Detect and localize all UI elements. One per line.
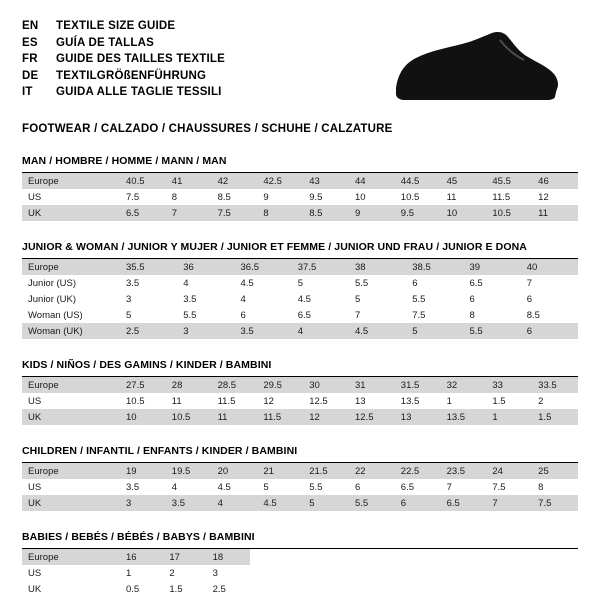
size-cell: 9 <box>263 191 269 203</box>
size-cell: 3.5 <box>126 481 140 493</box>
size-cell: 5 <box>303 495 349 511</box>
size-cell: 11.5 <box>492 191 511 203</box>
size-cell: 12 <box>303 409 349 425</box>
size-cell: 8 <box>469 309 475 321</box>
row-label: Woman (UK) <box>22 323 120 339</box>
size-cell: 4 <box>240 293 246 305</box>
size-cell: 45 <box>441 173 487 189</box>
size-cell: 6 <box>395 495 441 511</box>
size-cell: 5 <box>126 309 132 321</box>
size-cell: 39 <box>464 259 521 275</box>
size-cell: 4 <box>212 495 258 511</box>
size-cell: 23.5 <box>441 463 487 479</box>
size-cell: 6 <box>240 309 246 321</box>
size-cell: 30 <box>303 377 349 393</box>
size-cell: 11 <box>532 205 578 221</box>
size-cell: 1.5 <box>532 409 578 425</box>
size-cell: 38.5 <box>406 259 463 275</box>
size-cell: 10 <box>441 205 487 221</box>
row-label: US <box>28 567 42 579</box>
size-cell: 2 <box>538 395 544 407</box>
table-row <box>22 259 578 275</box>
size-cell: 5.5 <box>412 293 426 305</box>
language-titles <box>22 18 225 101</box>
size-cell: 9.5 <box>309 191 323 203</box>
size-cell: 3.5 <box>235 323 292 339</box>
size-cell: 1 <box>446 395 452 407</box>
size-cell: 4.5 <box>297 293 311 305</box>
size-cell: 7.5 <box>212 205 258 221</box>
row-label: UK <box>22 409 120 425</box>
size-cell: 7.5 <box>126 191 140 203</box>
size-cell: 19 <box>120 463 166 479</box>
table-row <box>22 189 578 205</box>
size-cell: 25 <box>532 463 578 479</box>
language-title: GUIDE DES TAILLES TEXTILE <box>56 53 225 65</box>
size-cell: 7 <box>446 481 452 493</box>
size-group-title: BABIES / BEBÉS / BÉBÉS / BABYS / BAMBINI <box>22 531 578 549</box>
dress-shoe-icon <box>388 30 560 107</box>
language-code: FR <box>22 53 38 65</box>
size-cell: 19.5 <box>166 463 212 479</box>
size-cell: 31.5 <box>395 377 441 393</box>
row-label: Europe <box>22 173 120 189</box>
size-cell: 33 <box>486 377 532 393</box>
size-cell: 33.5 <box>532 377 578 393</box>
language-title: GUIDA ALLE TAGLIE TESSILI <box>56 86 222 98</box>
size-cell: 46 <box>532 173 578 189</box>
size-cell: 36.5 <box>235 259 292 275</box>
size-cell: 42 <box>212 173 258 189</box>
footwear-section-title: FOOTWEAR / CALZADO / CHAUSSURES / SCHUHE / CALZATURE <box>22 123 393 135</box>
size-group <box>22 155 578 221</box>
language-code: EN <box>22 20 39 32</box>
size-cell: 20 <box>212 463 258 479</box>
size-group <box>22 445 578 511</box>
row-label: UK <box>22 205 120 221</box>
size-cell: 7.5 <box>492 481 506 493</box>
size-cell: 2 <box>169 567 175 579</box>
size-cell: 3.5 <box>183 293 197 305</box>
size-cell: 12 <box>538 191 549 203</box>
size-cell: 28.5 <box>212 377 258 393</box>
size-cell: 13 <box>354 395 366 407</box>
row-label: Europe <box>22 549 120 565</box>
size-cell: 24 <box>486 463 532 479</box>
row-label: US <box>28 395 42 407</box>
language-row <box>22 68 225 85</box>
row-label: Woman (US) <box>28 309 83 321</box>
size-cell: 0.5 <box>126 583 140 595</box>
size-cell: 6 <box>526 293 533 305</box>
size-cell: 13 <box>395 409 441 425</box>
size-cell: 12 <box>263 395 274 407</box>
size-cell: 5.5 <box>349 495 395 511</box>
row-label: UK <box>22 495 120 511</box>
size-cell: 1 <box>126 567 132 579</box>
size-cell: 7.5 <box>532 495 578 511</box>
document-header <box>22 18 578 107</box>
size-cell: 21 <box>257 463 303 479</box>
language-code: ES <box>22 36 38 49</box>
language-row <box>22 18 225 35</box>
size-cell: 4.5 <box>257 495 303 511</box>
size-cell: 32 <box>441 377 487 393</box>
size-cell: 7 <box>526 277 533 289</box>
size-cell: 17 <box>163 549 206 565</box>
language-code: IT <box>22 86 33 98</box>
row-label: UK <box>28 583 42 595</box>
size-cell: 10 <box>354 191 366 203</box>
size-cell: 10.5 <box>126 395 145 407</box>
size-cell: 1 <box>486 409 532 425</box>
size-cell: 1.5 <box>169 583 183 595</box>
size-cell: 5 <box>406 323 463 339</box>
size-cell: 6.5 <box>400 481 414 493</box>
size-cell: 3.5 <box>126 277 140 289</box>
size-cell: 8.5 <box>217 191 231 203</box>
size-cell: 44 <box>349 173 395 189</box>
size-cell: 13.5 <box>441 409 487 425</box>
size-cell: 2.5 <box>120 323 177 339</box>
size-cell: 18 <box>207 549 250 565</box>
size-cell: 10.5 <box>486 205 532 221</box>
size-cell: 6 <box>469 293 475 305</box>
table-row <box>22 291 578 307</box>
table-row <box>22 205 578 221</box>
language-code: DE <box>22 69 39 82</box>
size-cell: 6.5 <box>297 309 311 321</box>
size-cell: 4 <box>183 277 189 289</box>
row-label: US <box>28 481 42 493</box>
size-cell: 22.5 <box>395 463 441 479</box>
size-cell: 2.5 <box>212 583 226 595</box>
size-cell: 8 <box>538 481 544 493</box>
size-cell: 6.5 <box>120 205 166 221</box>
table-row <box>22 275 578 291</box>
size-table <box>22 377 578 425</box>
size-cell: 6 <box>354 481 361 493</box>
size-group-title: KIDS / NIÑOS / DES GAMINS / KINDER / BAMBINI <box>22 359 578 377</box>
size-cell: 5.5 <box>464 323 521 339</box>
row-label: Europe <box>22 259 120 275</box>
size-cell: 11.5 <box>217 395 236 407</box>
size-cell: 8.5 <box>303 205 349 221</box>
size-cell: 38 <box>349 259 406 275</box>
size-cell: 40.5 <box>120 173 166 189</box>
table-row <box>22 377 578 393</box>
language-title: TEXTILE SIZE GUIDE <box>56 20 176 32</box>
size-cell: 7.5 <box>412 309 426 321</box>
size-cell: 16 <box>120 549 163 565</box>
size-cell: 7 <box>166 205 212 221</box>
size-cell: 3 <box>126 293 132 305</box>
row-label: Europe <box>22 463 120 479</box>
size-cell: 12.5 <box>349 409 395 425</box>
size-cell: 27.5 <box>120 377 166 393</box>
size-cell: 6.5 <box>441 495 487 511</box>
size-group-title: CHILDREN / INFANTIL / ENFANTS / KINDER / BAMBINI <box>22 445 578 463</box>
size-cell: 44.5 <box>395 173 441 189</box>
size-cell: 11 <box>171 395 182 407</box>
row-label: Junior (UK) <box>28 293 77 305</box>
size-cell: 5.5 <box>183 309 197 321</box>
row-label: Europe <box>22 377 120 393</box>
table-row <box>22 323 578 339</box>
size-group <box>22 241 578 339</box>
size-cell: 5 <box>355 293 361 305</box>
size-cell: 3 <box>120 495 166 511</box>
size-cell: 6 <box>412 277 418 289</box>
size-cell: 1.5 <box>492 395 506 407</box>
table-row <box>22 173 578 189</box>
size-cell: 5 <box>297 277 304 289</box>
table-row <box>22 479 578 495</box>
size-cell: 10 <box>120 409 166 425</box>
size-cell: 11 <box>212 409 258 425</box>
row-label: Junior (US) <box>28 277 77 289</box>
size-cell: 28 <box>166 377 212 393</box>
size-cell: 3.5 <box>166 495 212 511</box>
table-row <box>22 393 578 409</box>
language-row <box>22 51 225 68</box>
size-table <box>22 549 250 597</box>
size-tables <box>22 155 578 597</box>
table-row <box>22 565 250 581</box>
language-row <box>22 84 225 101</box>
size-cell: 4 <box>292 323 349 339</box>
table-row <box>22 549 250 565</box>
size-cell: 22 <box>349 463 395 479</box>
size-cell: 8 <box>171 191 178 203</box>
table-row <box>22 307 578 323</box>
size-group <box>22 531 578 597</box>
size-cell: 9.5 <box>395 205 441 221</box>
size-cell: 5 <box>263 481 269 493</box>
size-cell: 3 <box>177 323 234 339</box>
size-group-title: JUNIOR & WOMAN / JUNIOR Y MUJER / JUNIOR ET FEMME / JUNIOR UND FRAU / JUNIOR E DONA <box>22 241 578 259</box>
size-cell: 11.5 <box>257 409 303 425</box>
size-cell: 10.5 <box>166 409 212 425</box>
size-cell: 42.5 <box>257 173 303 189</box>
size-table <box>22 173 578 221</box>
size-cell: 13.5 <box>400 395 420 407</box>
size-cell: 6 <box>521 323 578 339</box>
size-cell: 35.5 <box>120 259 177 275</box>
size-table <box>22 259 578 339</box>
size-cell: 4.5 <box>217 481 231 493</box>
size-cell: 21.5 <box>303 463 349 479</box>
size-cell: 7 <box>355 309 361 321</box>
size-cell: 7 <box>486 495 532 511</box>
size-cell: 36 <box>177 259 234 275</box>
size-cell: 5.5 <box>309 481 323 493</box>
size-table <box>22 463 578 511</box>
table-row <box>22 581 250 597</box>
size-group-title: MAN / HOMBRE / HOMME / MANN / MAN <box>22 155 578 173</box>
size-cell: 31 <box>349 377 395 393</box>
size-cell: 6.5 <box>469 277 483 289</box>
size-cell: 12.5 <box>309 395 328 407</box>
size-cell: 5.5 <box>355 277 369 289</box>
size-cell: 43 <box>303 173 349 189</box>
size-cell: 10.5 <box>400 191 420 203</box>
size-cell: 9 <box>349 205 395 221</box>
size-cell: 29.5 <box>257 377 303 393</box>
row-label: US <box>28 191 42 203</box>
table-row <box>22 463 578 479</box>
language-title: GUÍA DE TALLAS <box>56 36 154 49</box>
size-cell: 3 <box>212 567 218 579</box>
size-cell: 4.5 <box>349 323 406 339</box>
size-cell: 40 <box>521 259 578 275</box>
table-row <box>22 495 578 511</box>
language-row <box>22 35 225 52</box>
size-cell: 11 <box>446 191 457 203</box>
size-cell: 8.5 <box>526 309 540 321</box>
size-cell: 4.5 <box>240 277 254 289</box>
size-cell: 37.5 <box>292 259 349 275</box>
size-cell: 41 <box>166 173 212 189</box>
size-group <box>22 359 578 425</box>
size-cell: 4 <box>171 481 178 493</box>
size-cell: 8 <box>257 205 303 221</box>
table-row <box>22 409 578 425</box>
size-cell: 45.5 <box>486 173 532 189</box>
language-title: TEXTILGRÖßENFÜHRUNG <box>56 69 207 82</box>
